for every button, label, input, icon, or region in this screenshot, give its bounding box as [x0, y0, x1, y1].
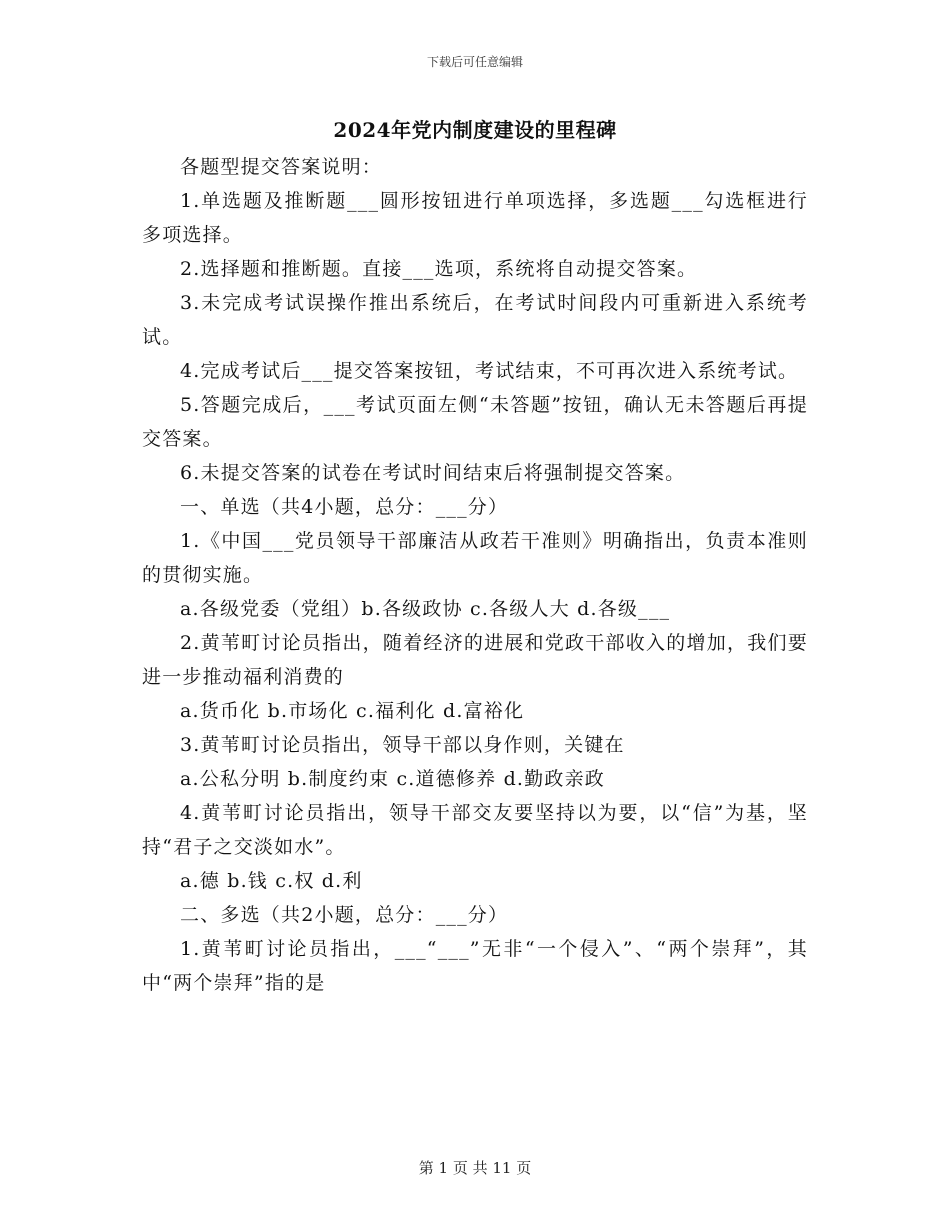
- paragraph-instruction-2: 2.选择题和推断题。直接___选项，系统将自动提交答案。: [180, 258, 698, 280]
- header-note: 下载后可任意编辑: [426, 55, 523, 69]
- paragraph-instruction-1: 1.单选题及推断题___圆形按钮进行单项选择，多选题___勾选框进行多项选择。: [142, 190, 808, 246]
- paragraph-instruction-6: 6.未提交答案的试卷在考试时间结束后将强制提交答案。: [180, 462, 686, 484]
- question-1: 1.《中国___党员领导干部廉洁从政若干准则》明确指出，负责本准则的贯彻实施。: [142, 530, 808, 586]
- section-heading-single-choice: 一、单选（共4小题，总分：___分）: [180, 496, 509, 518]
- question-2-options: a.货币化 b.市场化 c.福利化 d.富裕化: [180, 700, 525, 722]
- document-title: 2024年党内制度建设的里程碑: [333, 118, 617, 142]
- paragraph-instruction-3: 3.未完成考试误操作推出系统后，在考试时间段内可重新进入系统考试。: [142, 292, 808, 348]
- section-heading-multiple-choice: 二、多选（共2小题，总分：___分）: [180, 904, 509, 926]
- paragraph-instruction-5: 5.答题完成后，___考试页面左侧“未答题”按钮，确认无未答题后再提交答案。: [142, 394, 808, 450]
- page-number: 第 1 页 共 11 页: [418, 1159, 532, 1177]
- paragraph-instruction-4: 4.完成考试后___提交答案按钮，考试结束，不可再次进入系统考试。: [180, 360, 799, 382]
- question-3-options: a.公私分明 b.制度约束 c.道德修养 d.勤政亲政: [180, 768, 605, 790]
- multi-question-1: 1.黄苇町讨论员指出，___“___”无非“一个侵入”、“两个崇拜”，其中“两个崇拜”指的是: [142, 938, 808, 994]
- question-3: 3.黄苇町讨论员指出，领导干部以身作则，关键在: [180, 734, 625, 756]
- document-body: [142, 150, 808, 1000]
- question-4: 4.黄苇町讨论员指出，领导干部交友要坚持以为要，以“信”为基，坚持“君子之交淡如水”。: [142, 802, 808, 858]
- question-1-options: a.各级党委（党组）b.各级政协 c.各级人大 d.各级___: [180, 598, 671, 620]
- question-4-options: a.德 b.钱 c.权 d.利: [180, 870, 363, 892]
- question-2: 2.黄苇町讨论员指出，随着经济的进展和党政干部收入的增加，我们要进一步推动福利消费的: [142, 632, 808, 688]
- paragraph-instructions-heading: 各题型提交答案说明：: [180, 156, 383, 178]
